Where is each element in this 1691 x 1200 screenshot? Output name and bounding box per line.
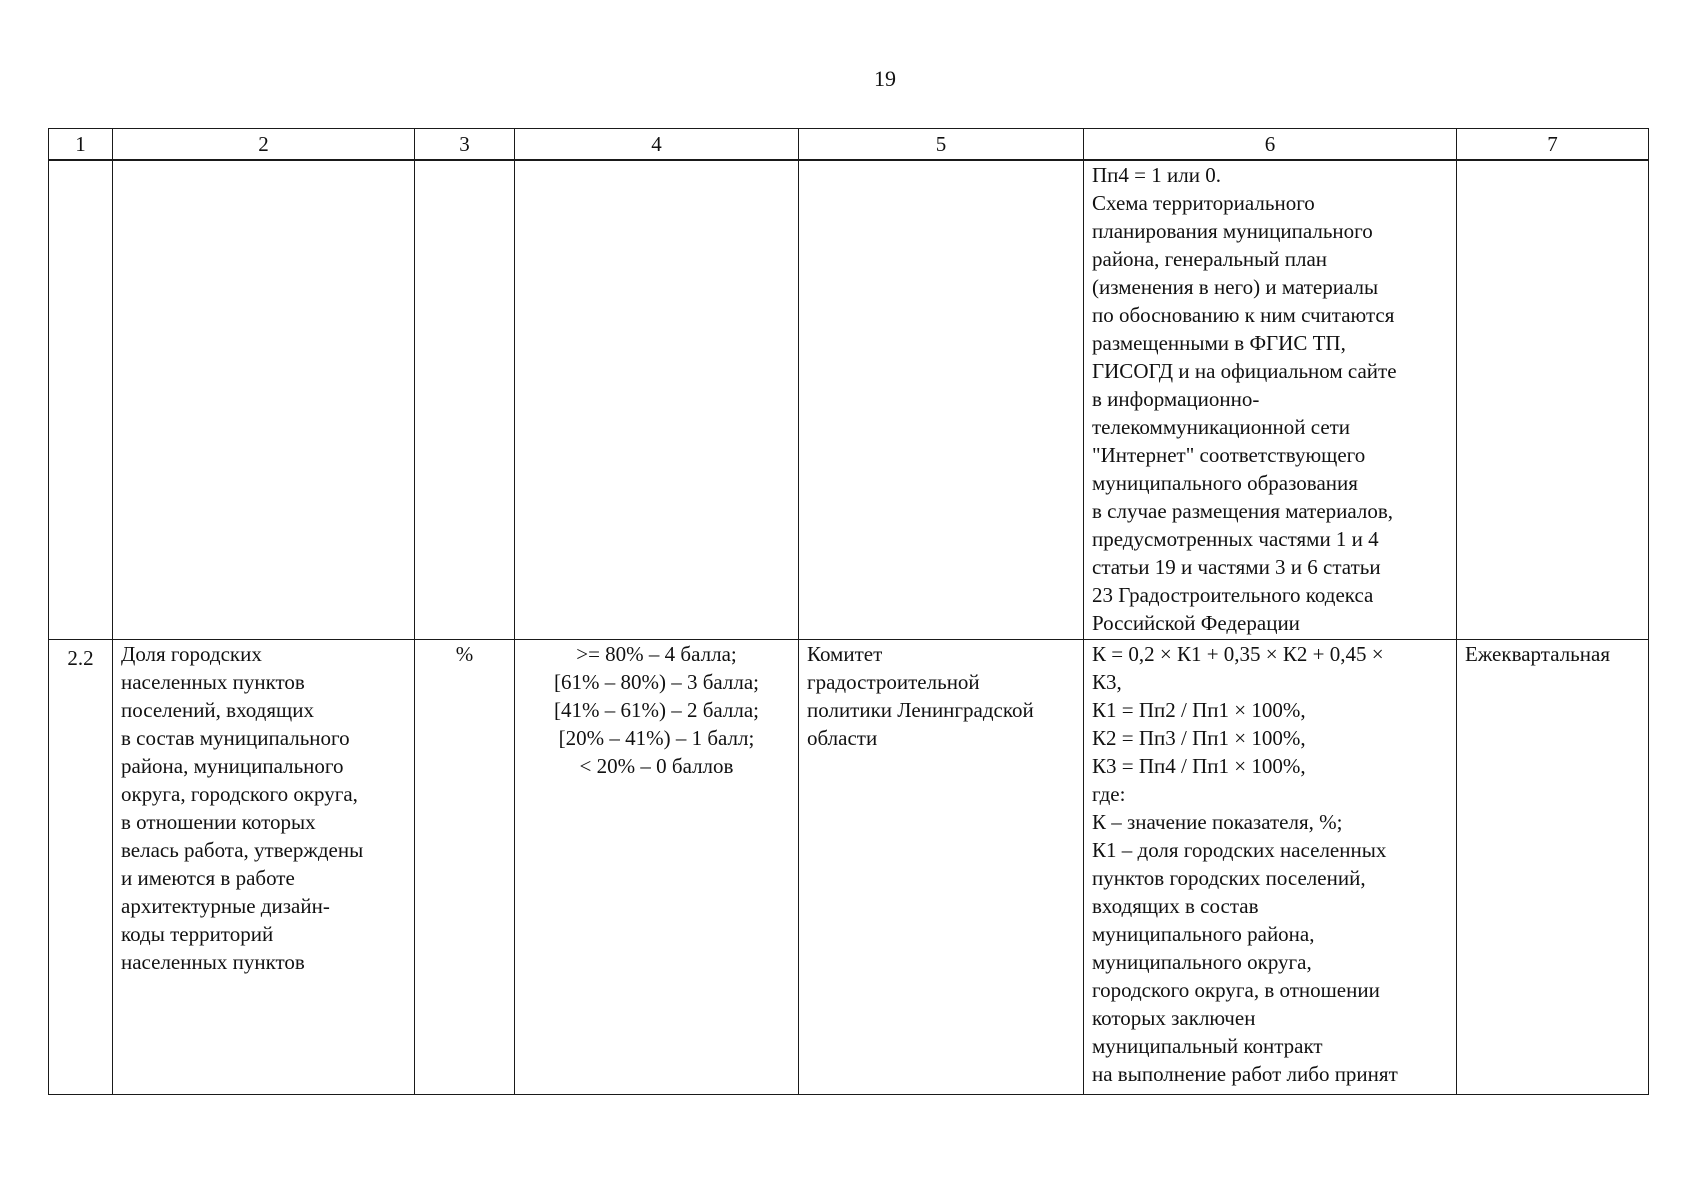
indicator-name-cell <box>113 160 415 640</box>
page-number: 19 <box>874 66 896 91</box>
row-number-cell <box>49 160 113 640</box>
column-header-2: 2 <box>113 129 415 161</box>
column-header-4: 4 <box>515 129 799 161</box>
column-header-1: 1 <box>49 129 113 161</box>
scoring-cell: >= 80% – 4 балла; [61% – 80%) – 3 балла; [41% – 61%) – 2 балла; [20% – 41%) – 1 балл; < 20% – 0 баллов <box>515 640 799 1095</box>
row-number-cell: 2.2 <box>49 640 113 1095</box>
unit-cell <box>415 160 515 640</box>
unit-cell: % <box>415 640 515 1095</box>
indicator-table <box>48 128 1649 1095</box>
periodicity-cell: Ежеквартальная <box>1457 640 1649 1095</box>
responsible-cell: Комитет градостроительной политики Ленинградской области <box>799 640 1084 1095</box>
column-header-6: 6 <box>1084 129 1457 161</box>
table-row <box>49 160 1649 640</box>
responsible-cell <box>799 160 1084 640</box>
column-header-7: 7 <box>1457 129 1649 161</box>
table-header-row <box>49 129 1649 161</box>
column-header-5: 5 <box>799 129 1084 161</box>
formula-cell: К = 0,2 × К1 + 0,35 × К2 + 0,45 × К3, К1 = Пп2 / Пп1 × 100%, К2 = Пп3 / Пп1 × 100%, К3 = Пп4 / Пп1 × 100%, где: К – значение показателя, %; К1 – доля городских населенных пунктов городских поселений, входящих в состав муниципального района, муниципального округа, городского округа, в отношении которых заключен муниципальный контракт на выполнение работ либо принят <box>1084 640 1457 1095</box>
scoring-cell <box>515 160 799 640</box>
indicator-name-cell: Доля городских населенных пунктов поселений, входящих в состав муниципального района, муниципального округа, городского округа, в отношении которых велась работа, утверждены и имеются в работе архитектурные дизайн- коды территорий населенных пунктов <box>113 640 415 1095</box>
column-header-3: 3 <box>415 129 515 161</box>
periodicity-cell <box>1457 160 1649 640</box>
table-row <box>49 640 1649 1095</box>
formula-cell: Пп4 = 1 или 0. Схема территориального планирования муниципального района, генеральный план (изменения в него) и материалы по обоснованию к ним считаются размещенными в ФГИС ТП, ГИСОГД и на официальном сайте в информационно- телекоммуникационной сети "Интернет" соответствующего муниципального образования в случае размещения материалов, предусмотренных частями 1 и 4 статьи 19 и частями 3 и 6 статьи 23 Градостроительного кодекса Российской Федерации <box>1084 160 1457 640</box>
